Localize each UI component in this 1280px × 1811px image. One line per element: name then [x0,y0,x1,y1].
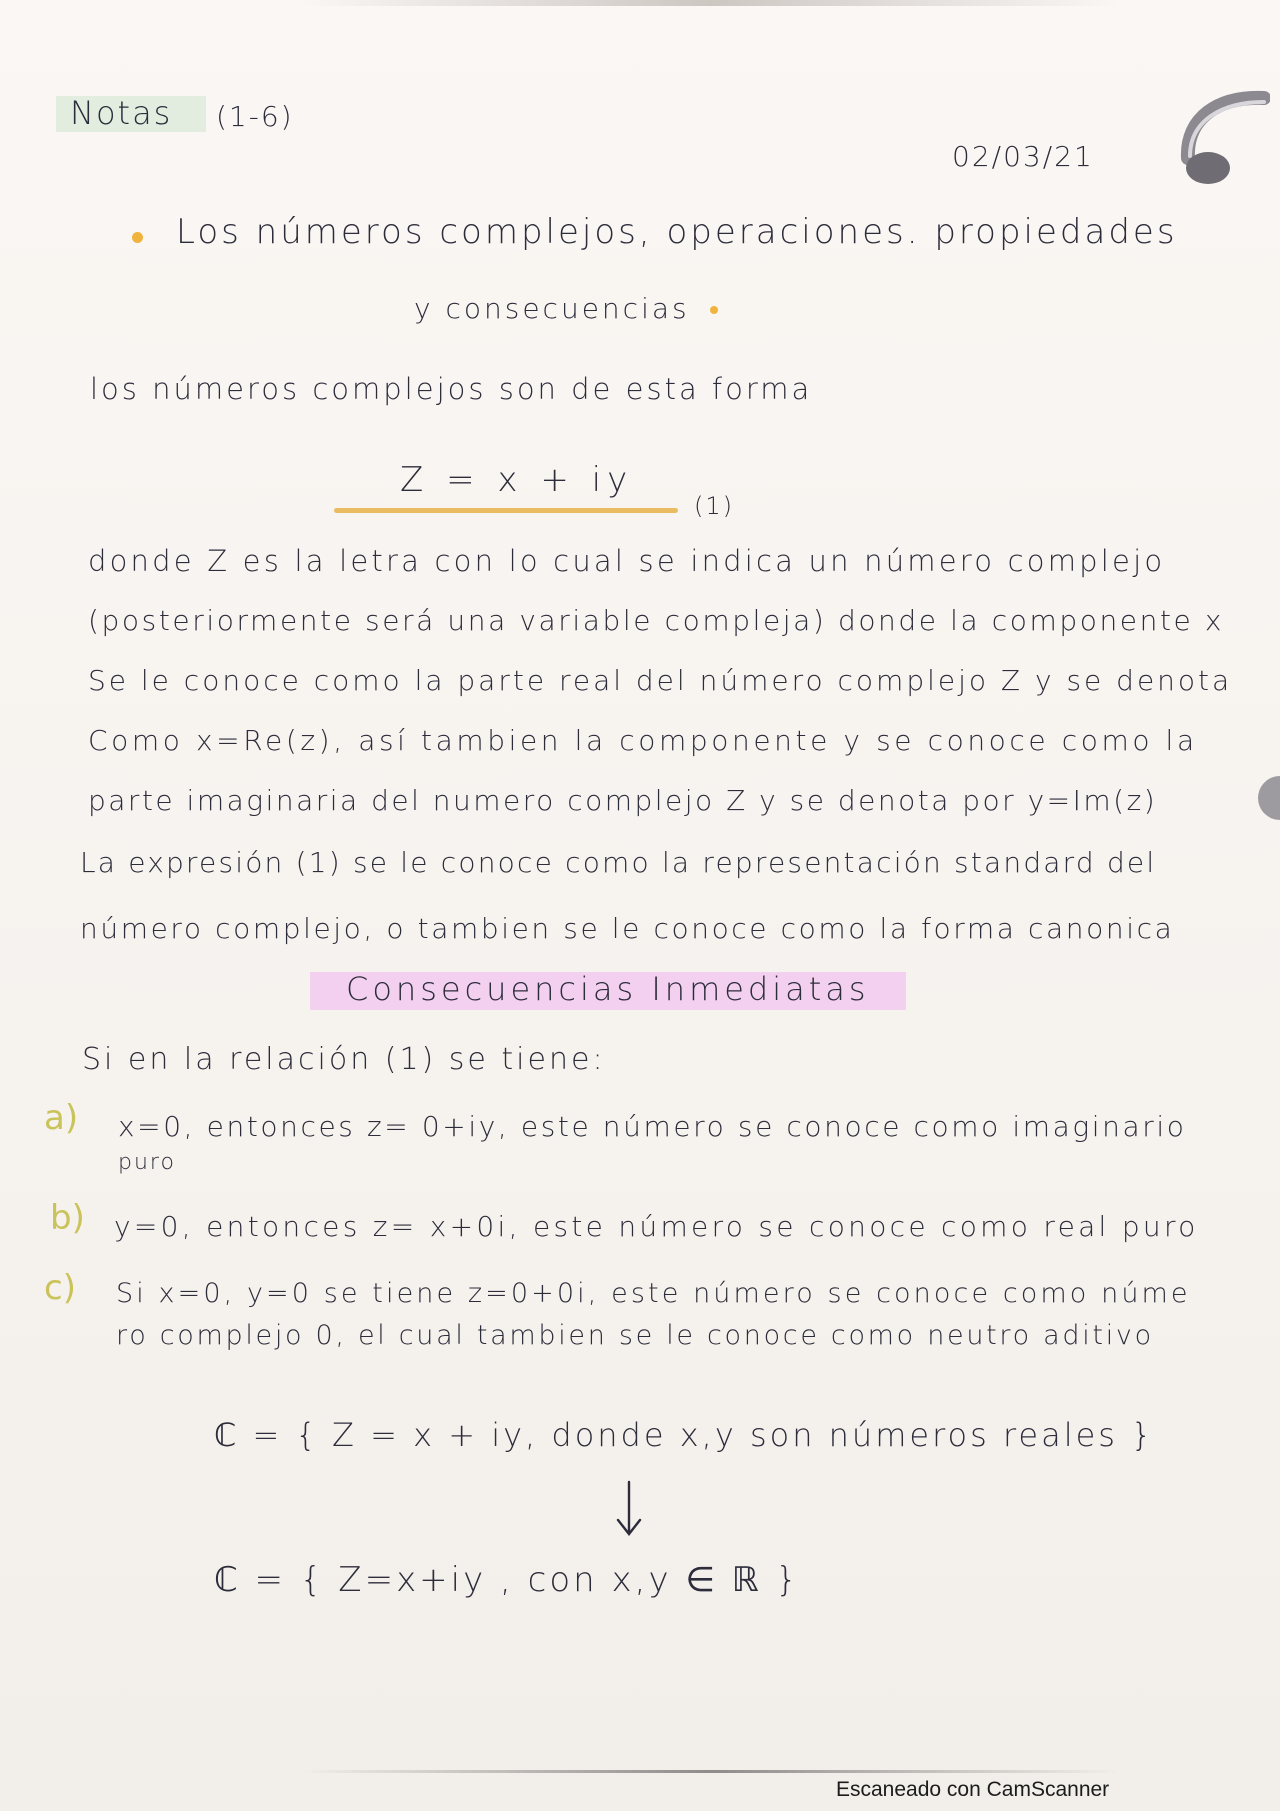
item-line: puro [118,1150,176,1175]
topic-line-2: y consecuencias [414,292,690,325]
paragraph-line: parte imaginaria del numero complejo Z y se denota por y=Im(z) [88,784,1158,817]
condition-text: Si en la relación (1) se tiene: [82,1042,606,1077]
item-line: ro complejo 0, el cual tambien se le conoce como neutro aditivo [116,1320,1154,1351]
page-range: (1-6) [216,100,294,133]
set-definition-1: ℂ = { Z = x + iy, donde x,y son números reales } [214,1416,1155,1454]
item-marker: a) [44,1098,79,1138]
section-subtitle: Consecuencias Inmediatas [346,970,870,1008]
formula-expression: Z = x + iy [400,460,634,500]
down-arrow-icon [614,1480,644,1540]
formula-label: (1) [694,492,734,520]
paragraph-line: Se le conoce como la parte real del número complejo Z y se denota [88,664,1233,697]
scanner-watermark: Escaneado con CamScanner [836,1778,1110,1801]
item-line: x=0, entonces z= 0+iy, este número se conoce como imaginario [118,1110,1187,1143]
paragraph-line: (posteriormente será una variable compleja) donde la componente x [88,604,1225,637]
item-line: Si x=0, y=0 se tiene z=0+0i, este número se conoce como núme [116,1278,1191,1309]
binder-hole [1258,776,1280,820]
formula-underline [334,508,678,513]
footer-divider [300,1770,1120,1773]
page-title: Notas [70,94,173,132]
item-marker: c) [44,1268,76,1308]
bullet-dot [132,232,143,243]
page-date: 02/03/21 [952,140,1094,173]
paragraph-line: La expresión (1) se le conoce como la representación standard del [80,846,1157,879]
item-marker: b) [50,1198,85,1238]
item-line: y=0, entonces z= x+0i, este número se conoce como real puro [114,1210,1199,1243]
topic-line-1: Los números complejos, operaciones. propiedades [176,212,1178,252]
paragraph-line: donde Z es la letra con lo cual se indica un número complejo [88,544,1166,578]
bullet-dot-small [710,306,718,314]
paragraph-line: Como x=Re(z), así tambien la componente y se conoce como la [88,724,1198,757]
paragraph-line: número complejo, o tambien se le conoce como la forma canonica [80,912,1175,945]
page-top-edge [300,0,1120,6]
intro-text: los números complejos son de esta forma [90,372,813,406]
binder-ring-icon [1178,88,1270,192]
set-definition-2: ℂ = { Z=x+iy , con x,y ∈ ℝ } [214,1560,801,1600]
